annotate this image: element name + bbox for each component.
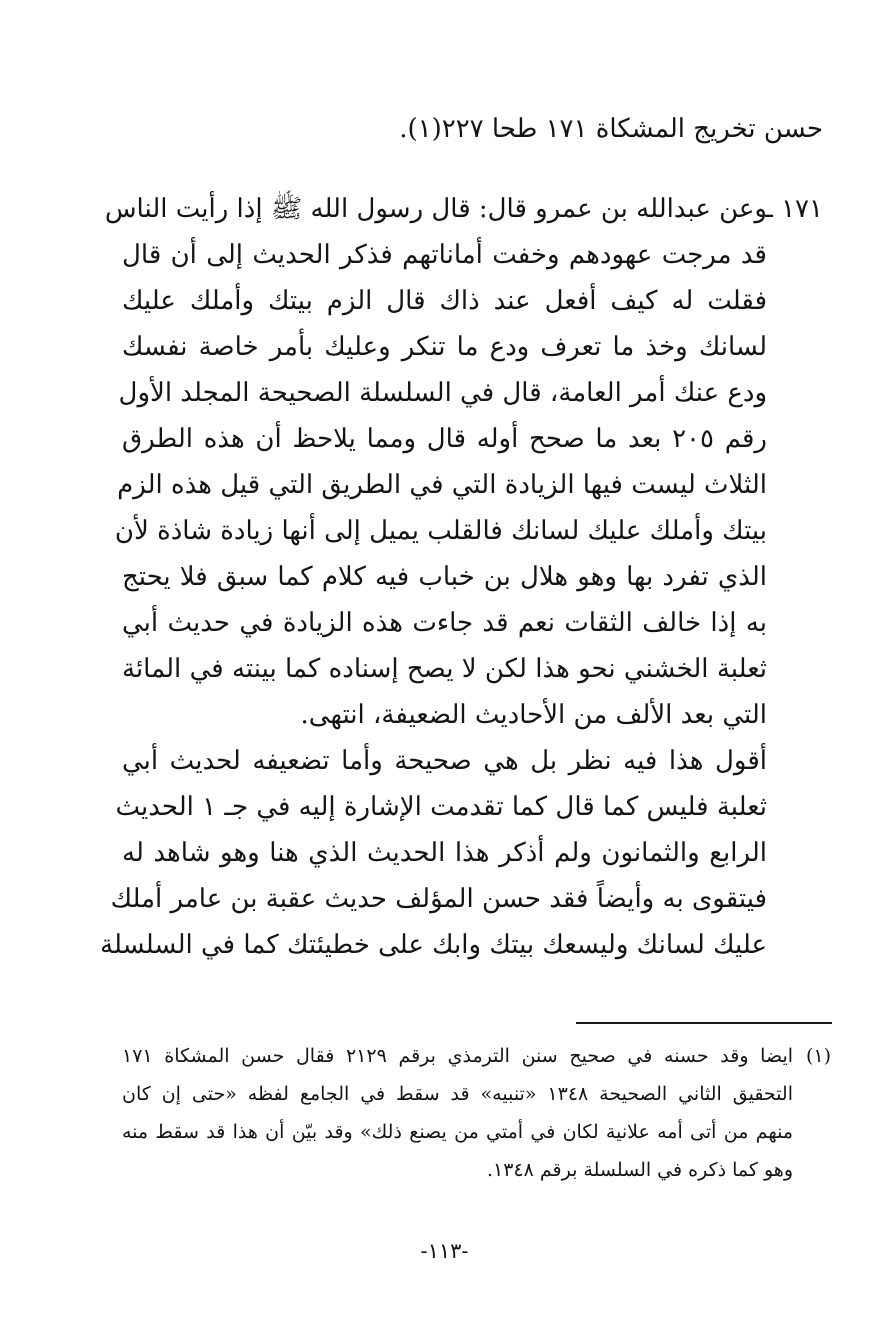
intro-line: حسن تخريج المشكاة ١٧١ طحا ٢٢٧(١). xyxy=(399,114,823,144)
footnote-separator xyxy=(576,1022,832,1024)
footnote-line: وهو كما ذكره في السلسلة برقم ١٣٤٨. xyxy=(486,1159,793,1181)
hadith-line: التي بعد الألف من الأحاديث الضعيفة، انتهى. xyxy=(300,700,767,730)
hadith-number: ١٧١ ـ xyxy=(765,194,823,224)
comment-line: أقول هذا فيه نظر بل هي صحيحة وأما تضعيفه لحديث أبي xyxy=(122,746,767,776)
hadith-line: الذي تفرد بها وهو هلال بن خباب فيه كلام كما سبق فلا يحتج xyxy=(122,562,767,592)
hadith-line: فقلت له كيف أفعل عند ذاك قال الزم بيتك وأملك عليك xyxy=(122,286,767,316)
hadith-line: به إذا خالف الثقات نعم قد جاءت هذه الزيادة في حديث أبي xyxy=(122,608,767,638)
hadith-line: لسانك وخذ ما تعرف ودع ما تنكر وعليك بأمر خاصة نفسك xyxy=(122,332,767,362)
hadith-line: وعن عبدالله بن عمرو قال: قال رسول الله ﷺ إذا رأيت الناس xyxy=(104,194,767,224)
footnote-marker: (١) xyxy=(805,1045,831,1067)
hadith-line: الثلاث ليست فيها الزيادة التي في الطريق التي قيل هذه الزم xyxy=(117,470,767,500)
footnote-line: التحقيق الثاني الصحيحة ١٣٤٨ «تنبيه» قد سقط في الجامع لفظه «حتى إن كان xyxy=(122,1083,793,1105)
hadith-line: ثعلبة الخشني نحو هذا لكن لا يصح إسناده كما بينته في المائة xyxy=(122,654,767,684)
hadith-line: رقم ٢٠٥ بعد ما صحح أوله قال ومما يلاحظ أن هذه الطرق xyxy=(122,424,767,454)
hadith-line: ودع عنك أمر العامة، قال في السلسلة الصحيحة المجلد الأول xyxy=(118,378,767,408)
footnote-line: ايضا وقد حسنه في صحيح سنن الترمذي برقم ٢١٢٩ فقال حسن المشكاة ١٧١ xyxy=(122,1045,794,1067)
comment-line: فيتقوى به وأيضاً فقد حسن المؤلف حديث عقبة بن عامر أملك xyxy=(110,884,767,914)
comment-line: عليك لسانك وليسعك بيتك وابك على خطيئتك كما في السلسلة xyxy=(100,930,767,960)
page-number: -١١٣- xyxy=(420,1239,469,1263)
comment-line: الرابع والثمانون ولم أذكر هذا الحديث الذي هنا وهو شاهد له xyxy=(122,838,767,868)
comment-line: ثعلبة فليس كما قال كما تقدمت الإشارة إليه في جـ ١ الحديث xyxy=(115,792,767,822)
footnote-line: منهم من أتى أمه علانية لكان في أمتي من يصنع ذلك» وقد بيّن أن هذا قد سقط منه xyxy=(122,1121,793,1143)
hadith-line: قد مرجت عهودهم وخفت أماناتهم فذكر الحديث إلى أن قال xyxy=(122,240,767,270)
hadith-line: بيتك وأملك عليك لسانك فالقلب يميل إلى أنها زيادة شاذة لأن xyxy=(114,516,767,546)
